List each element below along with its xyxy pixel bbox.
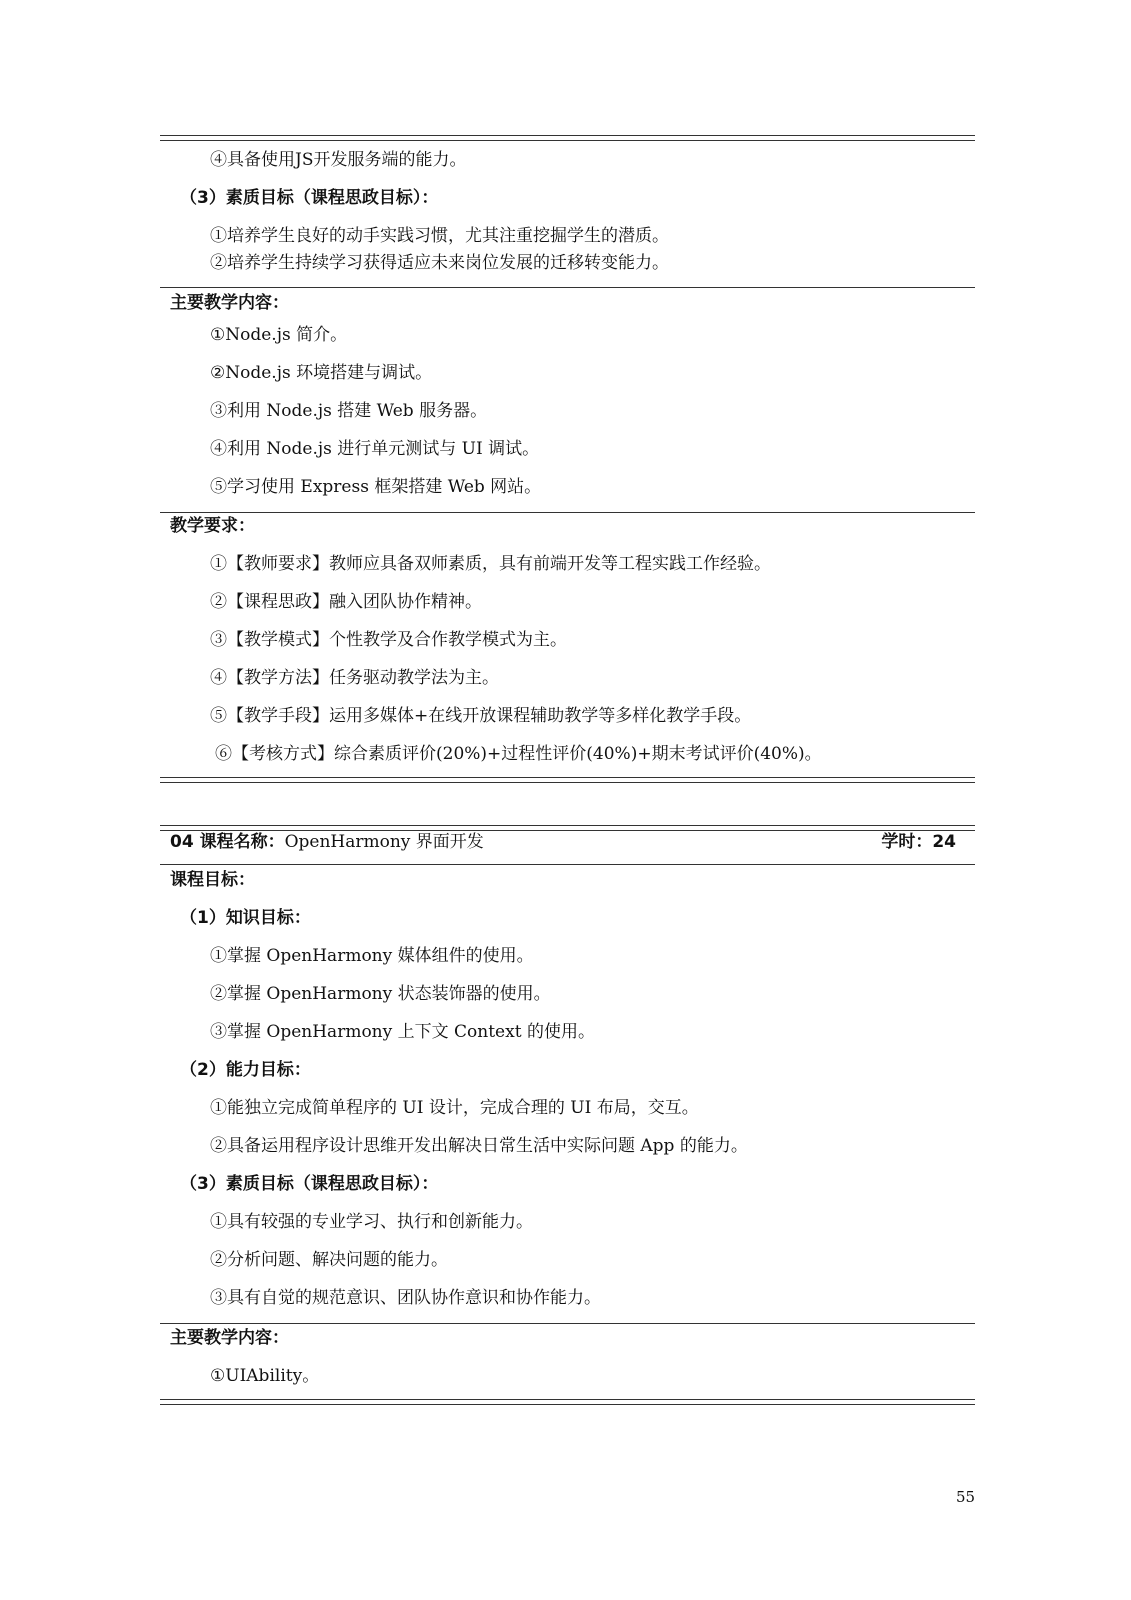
course-name-row (170, 831, 484, 853)
ability-item: ①能独立完成简单程序的 UI 设计，完成合理的 UI 布局，交互。 (210, 1098, 699, 1118)
requirements-heading: 教学要求： (170, 516, 255, 536)
requirement-item: ①【教师要求】教师应具备双师素质，具有前端开发等工程实践工作经验。 (210, 554, 771, 574)
ability-item: ②具备运用程序设计思维开发出解决日常生活中实际问题 App 的能力。 (210, 1136, 748, 1156)
knowledge-item: ③掌握 OpenHarmony 上下文 Context 的使用。 (210, 1022, 595, 1042)
quality-item: ②分析问题、解决问题的能力。 (210, 1250, 448, 1270)
hours-label: 学时： (881, 832, 933, 852)
row-divider (160, 1323, 975, 1324)
knowledge-goal-heading: （1）知识目标： (180, 908, 311, 928)
row-divider (160, 512, 975, 513)
table-top-rule (160, 135, 975, 141)
course-name-label: 04 课程名称： (170, 832, 285, 852)
requirement-item: ⑥【考核方式】综合素质评价(20%)+过程性评价(40%)+期末考试评价(40%)。 (215, 744, 822, 764)
content-item: ③利用 Node.js 搭建 Web 服务器。 (210, 401, 488, 421)
content-item: ⑤学习使用 Express 框架搭建 Web 网站。 (210, 477, 542, 497)
knowledge-item: ①掌握 OpenHarmony 媒体组件的使用。 (210, 946, 534, 966)
ability-goal-heading: （2）能力目标： (180, 1060, 311, 1080)
quality-item: ③具有自觉的规范意识、团队协作意识和协作能力。 (210, 1288, 601, 1308)
content-item: ④利用 Node.js 进行单元测试与 UI 调试。 (210, 439, 540, 459)
page-number: 55 (956, 1488, 976, 1506)
quality-item: ①具有较强的专业学习、执行和创新能力。 (210, 1212, 533, 1232)
knowledge-item: ②掌握 OpenHarmony 状态装饰器的使用。 (210, 984, 551, 1004)
course-hours (881, 831, 956, 853)
requirement-item: ③【教学模式】个性教学及合作教学模式为主。 (210, 630, 567, 650)
row-divider (160, 864, 975, 865)
quality-item: ②培养学生持续学习获得适应未来岗位发展的迁移转变能力。 (210, 253, 669, 273)
content-heading: 主要教学内容： (170, 293, 289, 313)
quality-item: ①培养学生良好的动手实践习惯，尤其注重挖掘学生的潜质。 (210, 226, 669, 246)
content-item: ①Node.js 简介。 (210, 325, 348, 345)
requirement-item: ④【教学方法】任务驱动教学法为主。 (210, 668, 499, 688)
quality-goal-heading: （3）素质目标（课程思政目标）： (180, 1174, 439, 1194)
content-item: ①UIAbility。 (210, 1366, 320, 1386)
table-bottom-rule (160, 1399, 975, 1405)
row-divider (160, 287, 975, 288)
content-heading: 主要教学内容： (170, 1328, 289, 1348)
course-goal-heading: 课程目标： (170, 870, 255, 890)
course-name-value: OpenHarmony 界面开发 (284, 832, 484, 852)
requirement-item: ⑤【教学手段】运用多媒体+在线开放课程辅助教学等多样化教学手段。 (210, 706, 752, 726)
hours-value: 24 (932, 832, 956, 852)
requirement-item: ②【课程思政】融入团队协作精神。 (210, 592, 482, 612)
content-item: ②Node.js 环境搭建与调试。 (210, 363, 433, 383)
table-bottom-rule (160, 777, 975, 783)
ability-item-4: ④具备使用JS开发服务端的能力。 (210, 150, 467, 170)
quality-goal-heading: （3）素质目标（课程思政目标）： (180, 188, 439, 208)
